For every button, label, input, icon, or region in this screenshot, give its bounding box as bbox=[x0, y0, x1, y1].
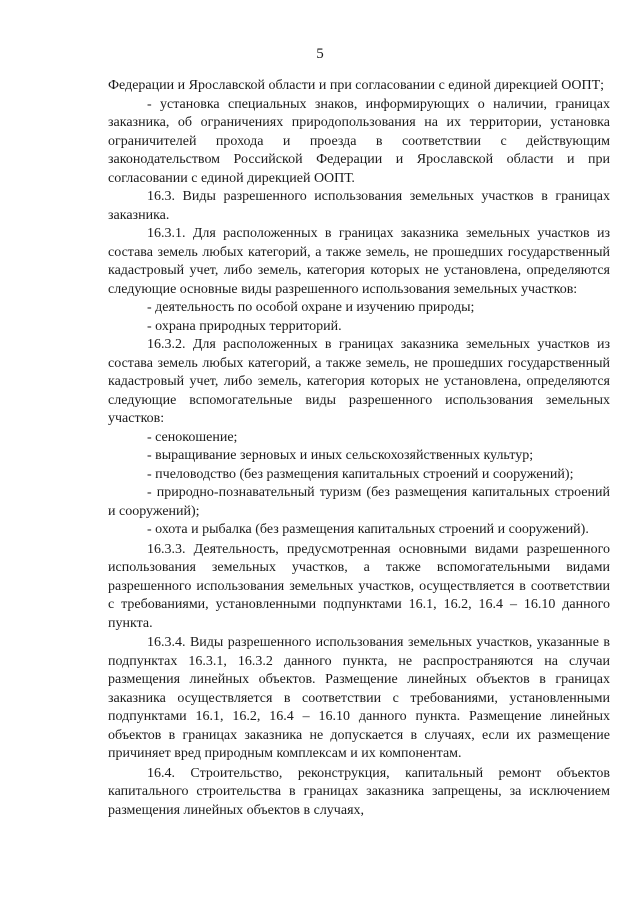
section-16-4: 16.4. Строительство, реконструкция, капитальный ремонт объектов капитального строительства в границах заказника запрещены, за исключением размещения линейных объектов в случаях, bbox=[108, 765, 610, 818]
list-item: - пчеловодство (без размещения капитальных строений и сооружений); bbox=[147, 466, 574, 482]
section-16-3-1: 16.3.1. Для расположенных в границах заказника земельных участков из состава земель любых категорий, а также земель, не прошедших государственный кадастровый учет, либо земель, категория которых не установлена, определяются следующие основные виды разрешенного использования земельных участков: bbox=[108, 226, 610, 297]
section-16-3-4: 16.3.4. Виды разрешенного использования земельных участков, указанные в подпунктах 16.3.1, 16.3.2 данного пункта, не распространяются на случаи размещения линейных объектов. Размещение линейных объектов в границах заказника осуществляется в соответствии с требованиями, установленными подпунктами 16.1, 16.2, 16.4 – 16.10 данного пункта. Размещение линейных объектов в границах заказника не допускается в случаях, если их размещение причиняет вред природным комплексам и их компонентам. bbox=[108, 635, 610, 761]
section-16-3-2: 16.3.2. Для расположенных в границах заказника земельных участков из состава земель любых категорий, а также земель, не прошедших государственный кадастровый учет, либо земель, категория которых не установлена, определяются следующие вспомогательные виды разрешенного использования земельных участков: bbox=[108, 337, 610, 426]
paragraph-continuation: Федерации и Ярославской области и при согласовании с единой дирекцией ООПТ; bbox=[108, 78, 605, 93]
section-16-3-heading: 16.3. Виды разрешенного использования земельных участков в границах заказника. bbox=[108, 189, 610, 223]
list-item-signs: - установка специальных знаков, информирующих о наличии, границах заказника, об ограничениях природопользования на их территории, установка ограничителей прохода и проезда в соответствии с действующим законодательством Российской Федерации и Ярославской области и при согласовании с единой дирекцией ООПТ. bbox=[108, 96, 610, 186]
list-item: - охота и рыбалка (без размещения капитальных строений и сооружений). bbox=[147, 522, 589, 537]
list-item: - природно-познавательный туризм (без размещения капитальных строений и сооружений); bbox=[108, 485, 610, 519]
page-number: 5 bbox=[316, 46, 324, 62]
list-item: - деятельность по особой охране и изучению природы; bbox=[147, 300, 475, 315]
section-16-3-3: 16.3.3. Деятельность, предусмотренная основными видами разрешенного использования земельных участков, а также вспомогательными видами разрешенного использования земельных участков, осуществляется в соответствии с требованиями, установленными подпунктами 16.1, 16.2, 16.4 – 16.10 данного пункта. bbox=[108, 541, 610, 631]
document-body bbox=[108, 77, 610, 820]
list-item: - охрана природных территорий. bbox=[147, 318, 342, 334]
list-item: - сенокошение; bbox=[147, 429, 238, 445]
list-item: - выращивание зерновых и иных сельскохозяйственных культур; bbox=[147, 448, 534, 463]
